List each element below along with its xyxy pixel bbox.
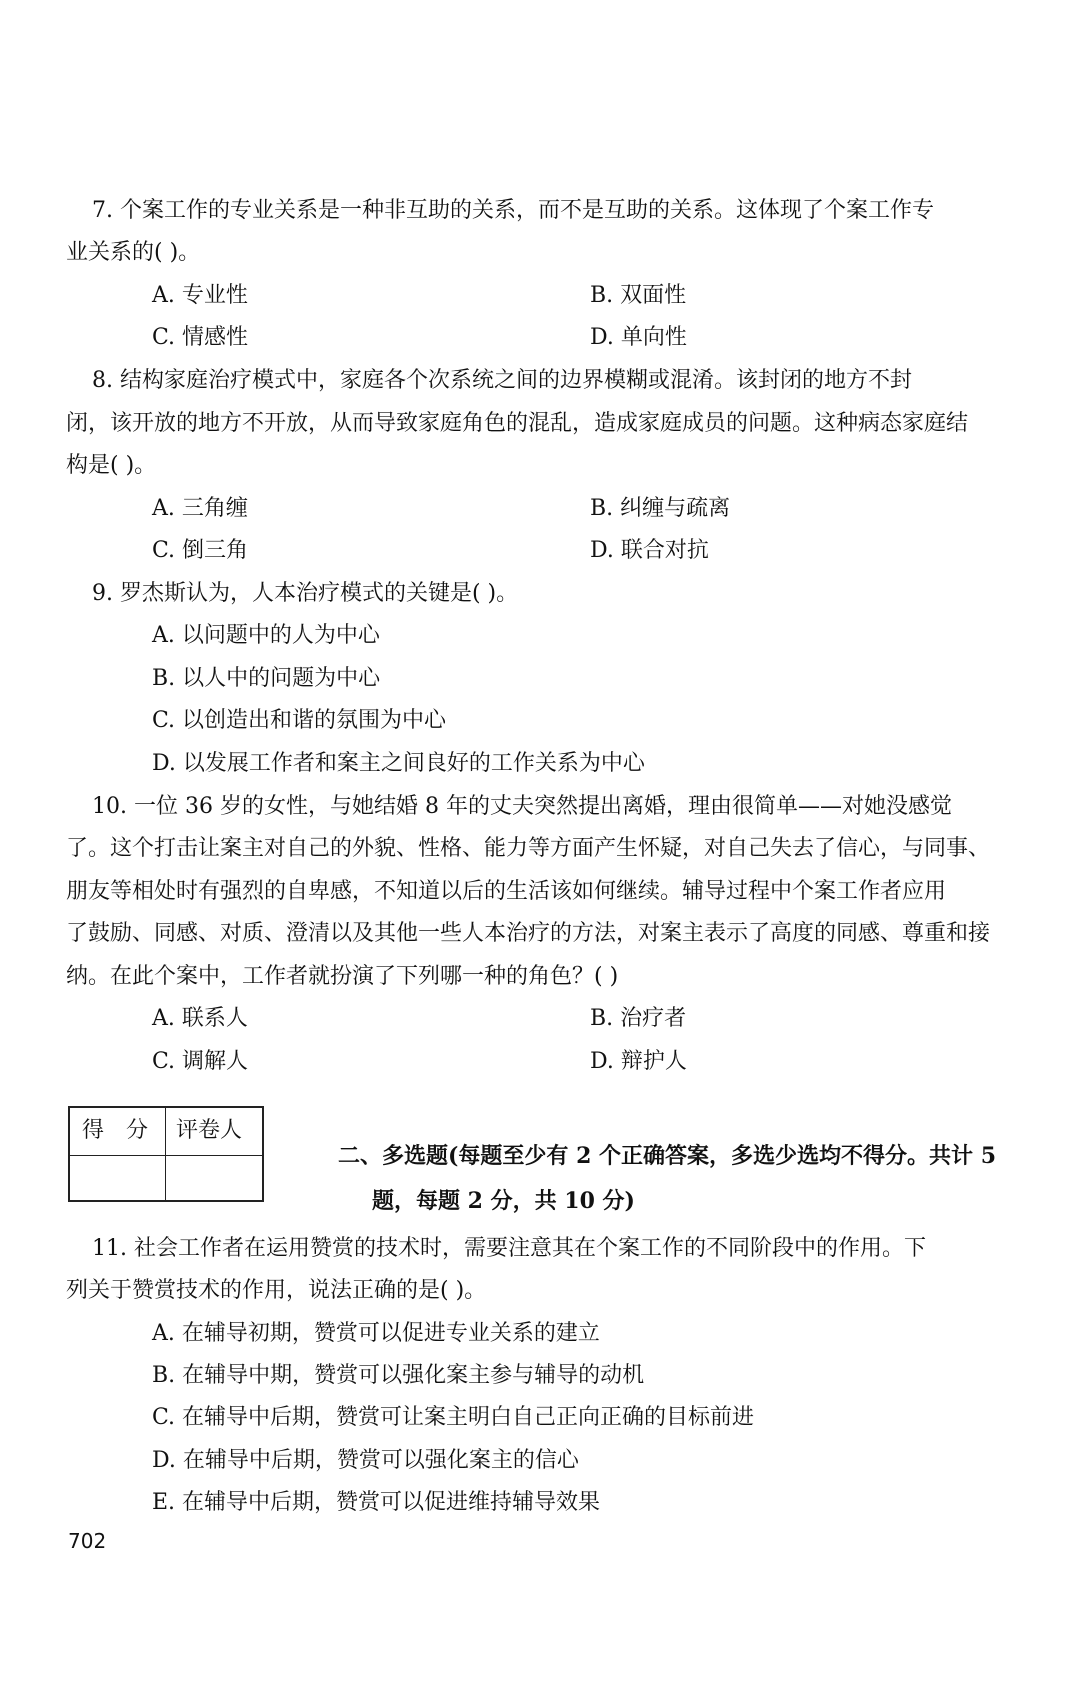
question-9-option-d: D. 以发展工作者和案主之间良好的工作关系为中心 [152,751,645,776]
section-2-heading-line-2: 题，每题 2 分，共 10 分) [372,1188,635,1214]
question-8-option-d: D. 联合对抗 [590,538,709,563]
score-table-column-divider [165,1108,166,1200]
question-10-option-c: C. 调解人 [152,1049,249,1074]
question-8-option-b: B. 纠缠与疏离 [590,496,731,521]
score-table [68,1106,264,1202]
question-7-option-d: D. 单向性 [590,325,687,350]
section-2-heading-line-1: 二、多选题(每题至少有 2 个正确答案，多选少选均不得分。共计 5 [338,1143,997,1169]
question-10-option-d: D. 辩护人 [590,1049,687,1074]
question-8-line-2: 闭，该开放的地方不开放，从而导致家庭角色的混乱，造成家庭成员的问题。这种病态家庭结 [66,411,969,436]
question-11-option-b: B. 在辅导中期，赞赏可以强化案主参与辅导的动机 [152,1363,645,1388]
question-10-line-4: 了鼓励、同感、对质、澄清以及其他一些人本治疗的方法，对案主表示了高度的同感、尊重和接 [66,921,991,946]
question-11-line-1: 11. 社会工作者在运用赞赏的技术时，需要注意其在个案工作的不同阶段中的作用。下 [92,1236,926,1261]
question-11-option-a: A. 在辅导初期，赞赏可以促进专业关系的建立 [152,1321,600,1346]
question-8-option-a: A. 三角缠 [152,496,248,521]
question-11-option-e: E. 在辅导中后期，赞赏可以促进维持辅导效果 [152,1490,601,1515]
question-8-line-3: 构是( )。 [66,453,157,478]
question-9-line-1: 9. 罗杰斯认为，人本治疗模式的关键是( )。 [92,581,519,606]
question-11-line-2: 列关于赞赏技术的作用，说法正确的是( )。 [66,1278,487,1303]
question-10-line-3: 朋友等相处时有强烈的自卑感，不知道以后的生活该如何继续。辅导过程中个案工作者应用 [66,879,947,904]
question-7-option-a: A. 专业性 [152,283,248,308]
question-11-option-d: D. 在辅导中后期，赞赏可以强化案主的信心 [152,1448,579,1473]
question-9-option-b: B. 以人中的问题为中心 [152,666,381,691]
question-8-option-c: C. 倒三角 [152,538,249,563]
question-10-option-a: A. 联系人 [152,1006,248,1031]
score-label: 得 分 [82,1118,149,1143]
question-10-line-2: 了。这个打击让案主对自己的外貌、性格、能力等方面产生怀疑，对自己失去了信心，与同事、 [66,836,991,861]
question-7-option-c: C. 情感性 [152,325,249,350]
question-10-line-1: 10. 一位 36 岁的女性，与她结婚 8 年的丈夫突然提出离婚，理由很简单——对她没感觉 [92,794,952,819]
question-9-option-a: A. 以问题中的人为中心 [152,623,380,648]
question-7-option-b: B. 双面性 [590,283,687,308]
score-table-divider [70,1155,262,1156]
grader-label: 评卷人 [176,1118,243,1143]
question-10-option-b: B. 治疗者 [590,1006,687,1031]
question-8-line-1: 8. 结构家庭治疗模式中，家庭各个次系统之间的边界模糊或混淆。该封闭的地方不封 [92,368,912,393]
question-11-option-c: C. 在辅导中后期，赞赏可让案主明白自己正向正确的目标前进 [152,1405,755,1430]
question-7-line-2: 业关系的( )。 [66,240,201,265]
question-10-line-5: 纳。在此个案中，工作者就扮演了下列哪一种的角色？( ) [66,964,619,989]
question-7-line-1: 7. 个案工作的专业关系是一种非互助的关系，而不是互助的关系。这体现了个案工作专 [92,198,934,223]
question-9-option-c: C. 以创造出和谐的氛围为中心 [152,708,447,733]
page-number: 702 [68,1529,107,1553]
